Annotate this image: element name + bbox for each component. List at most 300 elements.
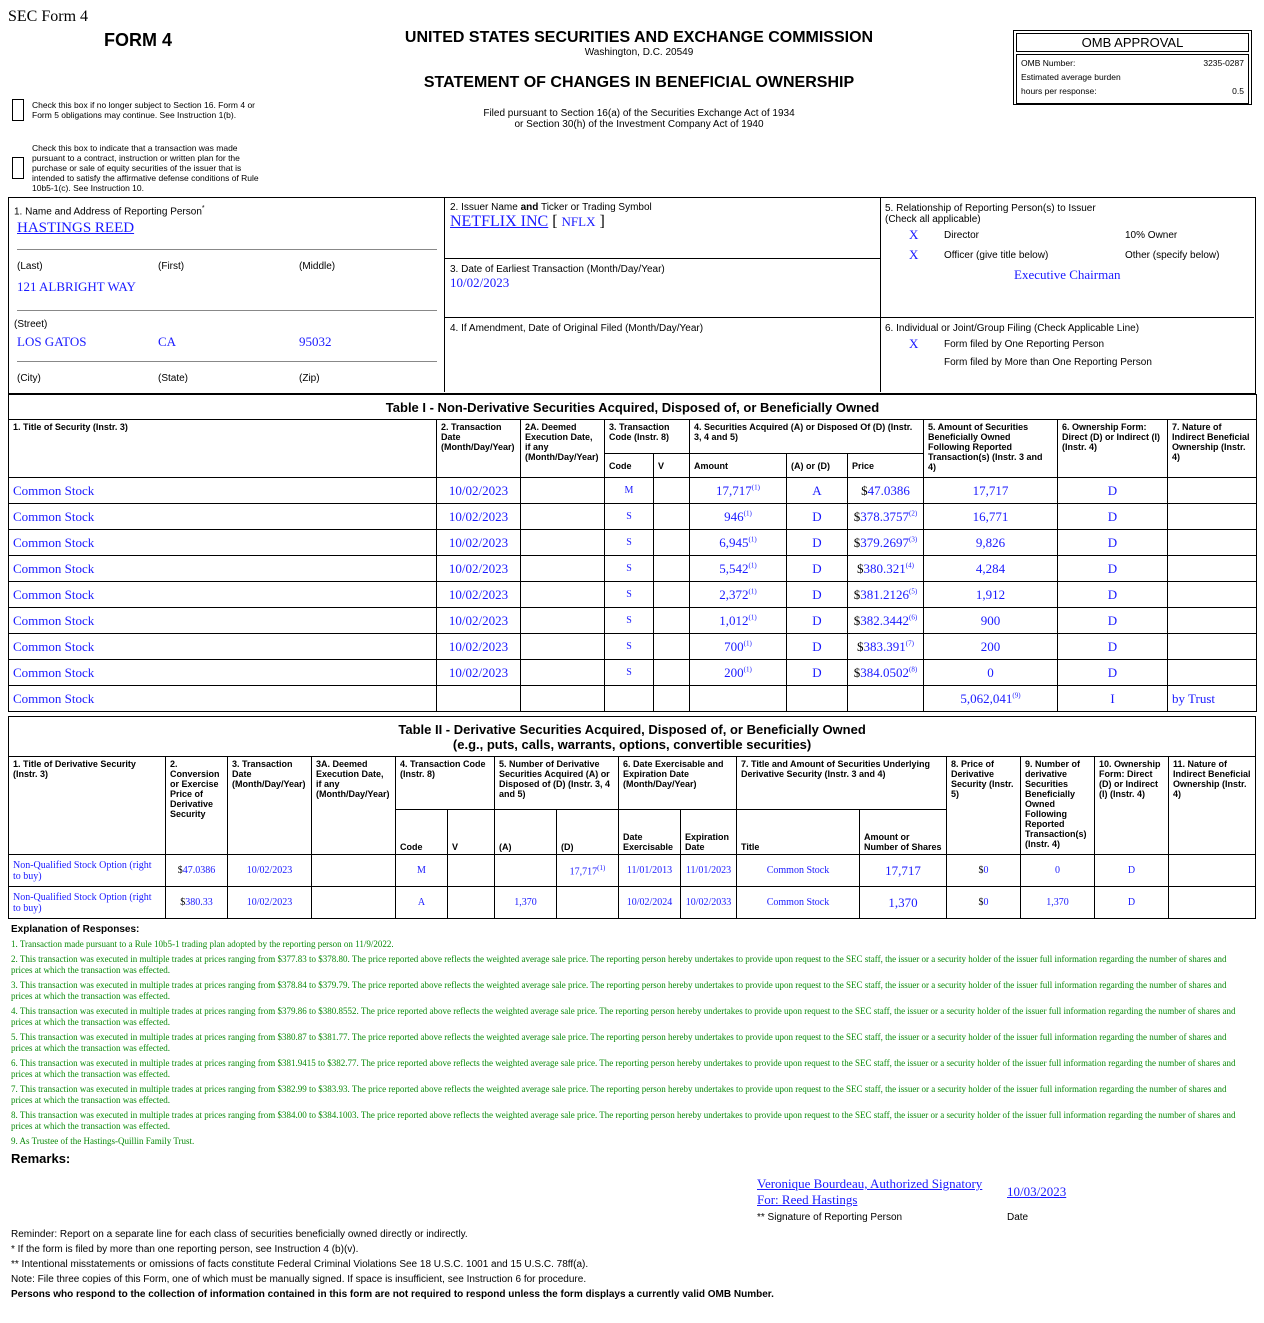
omb-burden-label: Estimated average burden [1021, 72, 1121, 82]
t1-aord: D [787, 582, 848, 608]
table1-title: Table I - Non-Derivative Securities Acquired, Disposed of, or Beneficially Owned [9, 395, 1257, 420]
t1-date: 10/02/2023 [437, 660, 521, 686]
t1-amount-footnote: (1) [748, 613, 757, 622]
section16-checkbox[interactable] [12, 99, 24, 121]
t2-v [448, 855, 495, 887]
t1-aord [787, 686, 848, 712]
t1-h-date: 2. Transaction Date (Month/Day/Year) [437, 420, 521, 478]
t1-security-title[interactable]: Common Stock [9, 660, 437, 686]
t2-h-utitle-sub: Title [737, 810, 860, 855]
filed-pursuant-1: Filed pursuant to Section 16(a) of the Securities Exchange Act of 1934 [483, 108, 795, 119]
director-label: Director [944, 230, 980, 241]
t1-form: D [1058, 608, 1168, 634]
owner10-label: 10% Owner [1125, 230, 1178, 241]
t2-conversion-price: $47.0386 [166, 855, 228, 887]
relationship-box [881, 198, 1254, 318]
t1-deemed [521, 582, 605, 608]
reporting-person-label: 1. Name and Address of Reporting Person [14, 206, 202, 218]
footer-note1: * If the form is filed by more than one reporting person, see Instruction 4 (b)(v). [11, 1244, 359, 1255]
t1-aord: D [787, 504, 848, 530]
t1-aord: D [787, 608, 848, 634]
t2-owned: 0 [1021, 855, 1095, 887]
t2-owned: 1,370 [1021, 887, 1095, 919]
state-label: (State) [158, 373, 189, 384]
t1-owned [924, 478, 1058, 504]
reporting-person-name[interactable]: HASTINGS REED [17, 220, 135, 236]
t2-price-value: 0 [983, 897, 989, 908]
rule10b5-text: Check this box to indicate that a transaction was made pursuant to a contract, instruction or written plan for the purchase or sale of equity securities of the issuer that is intended to satisfy the affirmative defense conditions of Rule 10b5-1(c). See Instruction 10. [32, 143, 259, 193]
t2-h-d-sub: (D) [557, 810, 619, 855]
t1-owned-value: 4,284 [975, 560, 1006, 576]
t1-date: 10/02/2023 [437, 530, 521, 556]
officer-label: Officer (give title below) [944, 250, 1049, 261]
t2-h-date: 3. Transaction Date (Month/Day/Year) [228, 757, 312, 855]
relationship-sublabel: (Check all applicable) [885, 214, 981, 225]
t2-h-price: 8. Price of Derivative Security (Instr. 5) [947, 757, 1021, 855]
t1-amount-value: 1,012 [719, 612, 749, 628]
t1-owned [924, 686, 1058, 712]
t1-amount-footnote: (1) [748, 587, 757, 596]
t1-v [654, 478, 690, 504]
t2-underlying-amount: 1,370 [860, 887, 947, 919]
t1-row [9, 634, 1257, 660]
t2-d-value: 17,717 [569, 866, 598, 878]
t1-amount-footnote: (1) [748, 561, 757, 570]
t1-row [9, 582, 1257, 608]
last-label: (Last) [17, 261, 43, 272]
t1-price-footnote: (6) [909, 613, 918, 622]
t1-date: 10/02/2023 [437, 608, 521, 634]
t1-h-form: 6. Ownership Form: Direct (D) or Indirect (I) (Instr. 4) [1058, 420, 1168, 478]
t1-price [848, 686, 924, 712]
other-label: Other (specify below) [1125, 250, 1220, 261]
t2-v [448, 887, 495, 919]
t1-code: S [605, 608, 654, 634]
t1-h-deemed: 2A. Deemed Execution Date, if any (Month/Day/Year) [521, 420, 605, 478]
t1-code: S [605, 504, 654, 530]
t1-date: 10/02/2023 [437, 634, 521, 660]
omb-hours-label: hours per response: [1021, 86, 1097, 96]
t1-code: S [605, 556, 654, 582]
t1-amount [690, 582, 787, 608]
zip-value: 95032 [299, 334, 332, 349]
issuer-label-and: and [520, 202, 539, 213]
t1-aord: D [787, 634, 848, 660]
street-value: 121 ALBRIGHT WAY [17, 279, 136, 294]
t1-row [9, 608, 1257, 634]
t1-amount-footnote: (1) [748, 535, 757, 544]
date-label: Date [1007, 1212, 1029, 1223]
t2-expiration: 10/02/2033 [681, 887, 737, 919]
t2-h-code-sub: Code [396, 810, 448, 855]
officer-title: Executive Chairman [1014, 267, 1121, 282]
relationship-label: 5. Relationship of Reporting Person(s) to Issuer [885, 203, 1096, 214]
t1-deemed [521, 556, 605, 582]
t2-h-uamount-sub: Amount or Number of Shares [860, 810, 947, 855]
t2-price-value: 0 [983, 865, 989, 876]
t2-h-number: 5. Number of Derivative Securities Acquired (A) or Disposed of (D) (Instr. 3, 4 and 5) [495, 757, 619, 810]
t2-d-footnote: (1) [597, 863, 606, 872]
t1-price: $379.2697$^{(3)}$ [848, 530, 924, 556]
t1-amount-value: 200 [724, 664, 744, 680]
reporting-person-box [9, 198, 445, 392]
t1-price-footnote: (5) [909, 587, 918, 596]
t1-price: $378.3757$^{(2)}$ [848, 504, 924, 530]
t2-nature [1169, 855, 1256, 887]
t2-nature [1169, 887, 1256, 919]
t2-h-code: 4. Transaction Code (Instr. 8) [396, 757, 495, 810]
t1-code: S [605, 660, 654, 686]
explanation-note: 5. This transaction was executed in multiple trades at prices ranging from $380.87 to $381.77. The price reported above reflects the weighted average sale price. The reporting person hereby undertakes to provide upon request to the SEC staff, the issuer or a security holder of the issuer full information regarding the number of shares and prices at which the transaction was effected. [11, 1032, 1227, 1053]
t2-h-a-sub: (A) [495, 810, 557, 855]
t1-v [654, 582, 690, 608]
t1-aord: A [787, 478, 848, 504]
t1-aord: D [787, 660, 848, 686]
t1-price: $384.0502$^{(8)}$ [848, 660, 924, 686]
t2-h-form: 10. Ownership Form: Direct (D) or Indirect (I) (Instr. 4) [1095, 757, 1169, 855]
t1-form: D [1058, 504, 1168, 530]
t1-price: $47.0386 [848, 478, 924, 504]
t1-amount-footnote: (1) [743, 509, 752, 518]
section16-text: Check this box if no longer subject to Section 16. Form 4 or Form 5 obligations may continue. See Instruction 1(b). [32, 100, 256, 120]
t1-security-title[interactable]: Common Stock [9, 504, 437, 530]
t1-date [437, 686, 521, 712]
remarks-label: Remarks: [11, 1151, 71, 1166]
t1-date: 10/02/2023 [437, 478, 521, 504]
footer-note2: ** Intentional misstatements or omissions of facts constitute Federal Criminal Violations See 18 U.S.C. 1001 and 15 U.S.C. 78ff(a). [11, 1259, 589, 1270]
t1-amount [690, 686, 787, 712]
t2-form: D [1095, 855, 1169, 887]
issuer-name[interactable]: NETFLIX INC [450, 213, 549, 230]
t2-h-underlying: 7. Title and Amount of Securities Underlying Derivative Security (Instr. 3 and 4) [737, 757, 947, 810]
t1-security-title[interactable]: Common Stock [9, 634, 437, 660]
t1-nature [1168, 634, 1257, 660]
issuer-label-post: Ticker or Trading Symbol [538, 202, 652, 213]
t1-code: M [605, 478, 654, 504]
t1-v [654, 608, 690, 634]
t1-row [9, 686, 1257, 712]
t2-price: $0 [947, 855, 1021, 887]
explanation-notes [11, 939, 1241, 1151]
t2-d [557, 887, 619, 919]
t1-form: I [1058, 686, 1168, 712]
t1-owned [924, 530, 1058, 556]
footer-note4: Persons who respond to the collection of information contained in this form are not required to respond unless the form displays a currently valid OMB Number. [11, 1289, 774, 1300]
t1-row [9, 660, 1257, 686]
signature-line1[interactable]: Veronique Bourdeau, Authorized Signatory [757, 1176, 983, 1191]
t1-aord: D [787, 556, 848, 582]
signature-date[interactable]: 10/03/2023 [1007, 1184, 1067, 1199]
t1-owned-value: 1,912 [975, 586, 1006, 602]
explanation-note: 9. As Trustee of the Hastings-Quillin Family Trust. [11, 1136, 195, 1146]
t1-amount-value: 5,542 [719, 560, 749, 576]
t1-amount [690, 530, 787, 556]
t1-amount [690, 634, 787, 660]
table2-subtitle: (e.g., puts, calls, warrants, options, convertible securities) [452, 736, 812, 752]
t1-price-value: 47.0386 [867, 482, 910, 498]
t2-deemed [312, 887, 396, 919]
t1-amount-footnote: (1) [751, 483, 760, 492]
director-check[interactable]: X [909, 227, 919, 242]
state-value: CA [158, 334, 177, 349]
t1-owned [924, 660, 1058, 686]
t2-h-owned: 9. Number of derivative Securities Beneficially Owned Following Reported Transaction(s) (Instr. 4) [1021, 757, 1095, 855]
footer-note3: Note: File three copies of this Form, one of which must be manually signed. If space is insufficient, see Instruction 6 for procedure. [11, 1274, 587, 1285]
t1-date: 10/02/2023 [437, 582, 521, 608]
t1-v [654, 660, 690, 686]
t2-h-deemed: 3A. Deemed Execution Date, if any (Month/Day/Year) [312, 757, 396, 855]
t1-date: 10/02/2023 [437, 504, 521, 530]
t1-price-footnote: (7) [905, 639, 914, 648]
amendment-label: 4. If Amendment, Date of Original Filed (Month/Day/Year) [450, 323, 704, 334]
signature-label: ** Signature of Reporting Person [757, 1212, 903, 1223]
t1-row [9, 504, 1257, 530]
t1-date: 10/02/2023 [437, 556, 521, 582]
t1-security-title[interactable]: Common Stock [9, 582, 437, 608]
t1-security-title[interactable]: Common Stock [9, 556, 437, 582]
form-number: FORM 4 [104, 30, 173, 50]
t1-amount-value: 2,372 [719, 586, 749, 602]
t1-h-nature: 7. Nature of Indirect Beneficial Ownership (Instr. 4) [1168, 420, 1257, 478]
t1-h-title: 1. Title of Security (Instr. 3) [9, 420, 437, 478]
t1-amount [690, 556, 787, 582]
street-label: (Street) [14, 319, 48, 330]
t1-price-value: 379.2697 [860, 534, 910, 550]
t1-owned-value: 16,771 [972, 508, 1009, 524]
t1-amount [690, 504, 787, 530]
omb-number-label: OMB Number: [1021, 58, 1076, 68]
t2-a: 1,370 [495, 887, 557, 919]
t1-amount-value: 946 [724, 508, 744, 524]
t1-price-value: 380.321 [863, 560, 906, 576]
t1-nature [1168, 478, 1257, 504]
t1-nature [1168, 530, 1257, 556]
t2-code: A [396, 887, 448, 919]
t1-owned-value: 9,826 [975, 534, 1006, 550]
t1-h-v-sub: V [654, 454, 690, 478]
t1-aord: D [787, 530, 848, 556]
t2-h-v-sub: V [448, 810, 495, 855]
t2-h-conversion: 2. Conversion or Exercise Price of Derivative Security [166, 757, 228, 855]
explanation-note: 3. This transaction was executed in multiple trades at prices ranging from $378.84 to $379.79. The price reported above reflects the weighted average sale price. The reporting person hereby undertakes to provide upon request to the SEC staff, the issuer or a security holder of the issuer full information regarding the number of shares and prices at which the transaction was effected. [11, 980, 1227, 1001]
t1-owned [924, 634, 1058, 660]
earliest-date-label: 3. Date of Earliest Transaction (Month/Day/Year) [450, 264, 665, 275]
omb-number: 3235-0287 [1203, 58, 1244, 68]
t2-conversion-value: 380.33 [185, 897, 213, 908]
t1-row [9, 556, 1257, 582]
t1-price-value: 381.2126 [860, 586, 910, 602]
t1-price-footnote: (2) [909, 509, 918, 518]
t1-owned-value: 900 [980, 612, 1001, 628]
t2-d [557, 855, 619, 887]
t1-security-title[interactable]: Common Stock [9, 530, 437, 556]
t1-owned [924, 504, 1058, 530]
t1-code: S [605, 530, 654, 556]
t1-amount [690, 608, 787, 634]
t1-price-value: 382.3442 [860, 612, 910, 628]
table2 [8, 716, 1256, 919]
t1-row [9, 478, 1257, 504]
t1-security-title[interactable]: Common Stock [9, 686, 437, 712]
explanation-note: 6. This transaction was executed in multiple trades at prices ranging from $381.9415 to $382.77. The price reported above reflects the weighted average sale price. The reporting person hereby undertakes to provide upon request to the SEC staff, the issuer or a security holder of the issuer full information regarding the number of shares and prices at which the transaction was effected. [11, 1058, 1236, 1079]
middle-label: (Middle) [299, 261, 336, 272]
t1-v [654, 634, 690, 660]
earliest-date-value: 10/02/2023 [450, 275, 510, 290]
t1-h-price-sub: Price [848, 454, 924, 478]
t1-row [9, 530, 1257, 556]
issuer-box: 2. Issuer Name and Ticker or Trading Symbol NETFLIX INC [ NFLX ] [445, 198, 881, 259]
t1-form: D [1058, 530, 1168, 556]
t1-amount [690, 660, 787, 686]
t2-security-title[interactable]: Non-Qualified Stock Option (right to buy) [9, 887, 166, 919]
officer-check[interactable]: X [909, 247, 919, 262]
t1-price: $383.391$^{(7)}$ [848, 634, 924, 660]
t2-code: M [396, 855, 448, 887]
t1-deemed [521, 634, 605, 660]
t1-v [654, 530, 690, 556]
omb-hours: 0.5 [1232, 86, 1244, 96]
t1-nature [1168, 660, 1257, 686]
explanation-title: Explanation of Responses: [11, 924, 140, 935]
filing-box [881, 318, 1254, 392]
table1 [8, 394, 1257, 712]
t1-nature [1168, 504, 1257, 530]
city-label: (City) [17, 373, 41, 384]
omb-title: OMB APPROVAL [1016, 33, 1249, 52]
t1-form: D [1058, 556, 1168, 582]
t1-h-owned: 5. Amount of Securities Beneficially Owned Following Reported Transaction(s) (Instr. 3 and 4) [924, 420, 1058, 478]
amendment-box [445, 318, 881, 392]
reporting-person-star: * [201, 205, 205, 212]
t1-amount-footnote: (1) [743, 665, 752, 674]
earliest-date-box [445, 259, 881, 318]
signature-line2[interactable]: For: Reed Hastings [757, 1192, 858, 1207]
t2-expiration: 11/01/2023 [681, 855, 737, 887]
issuer-ticker[interactable]: NFLX [561, 214, 596, 229]
t2-date: 10/02/2023 [228, 855, 312, 887]
t1-form: D [1058, 582, 1168, 608]
agency-city: Washington, D.C. 20549 [584, 47, 694, 58]
t1-owned [924, 556, 1058, 582]
t1-nature [1168, 556, 1257, 582]
t2-h-exp-sub: Expiration Date [681, 810, 737, 855]
issuer-label-pre: 2. Issuer Name [450, 202, 521, 213]
t1-deemed [521, 608, 605, 634]
explanation-note: 1. Transaction made pursuant to a Rule 10b5-1 trading plan adopted by the reporting person on 11/9/2022. [11, 939, 394, 949]
t2-exercisable: 10/02/2024 [619, 887, 681, 919]
t2-price: $0 [947, 887, 1021, 919]
t1-security-title[interactable]: Common Stock [9, 478, 437, 504]
t1-owned-value: 5,062,041 [960, 690, 1013, 706]
t1-h-code: 3. Transaction Code (Instr. 8) [605, 420, 690, 454]
t1-code: S [605, 582, 654, 608]
t1-form: D [1058, 478, 1168, 504]
t1-amount-value: 6,945 [719, 534, 749, 550]
t1-amount-footnote: (1) [743, 639, 752, 648]
first-label: (First) [158, 261, 185, 272]
t1-price-footnote: (8) [909, 665, 918, 674]
zip-label: (Zip) [299, 373, 320, 384]
filing-more-label: Form filed by More than One Reporting Person [944, 357, 1152, 368]
t2-date: 10/02/2023 [228, 887, 312, 919]
t2-security-title[interactable]: Non-Qualified Stock Option (right to buy) [9, 855, 166, 887]
t2-deemed [312, 855, 396, 887]
explanation-note: 8. This transaction was executed in multiple trades at prices ranging from $384.00 to $384.1003. The price reported above reflects the weighted average sale price. The reporting person hereby undertakes to provide upon request to the SEC staff, the issuer or a security holder of the issuer full information regarding the number of shares and prices at which the transaction was effected. [11, 1110, 1236, 1131]
t2-row [9, 887, 1256, 919]
t2-conversion-value: 47.0386 [182, 865, 216, 876]
t2-form: D [1095, 887, 1169, 919]
t1-amount [690, 478, 787, 504]
t1-price-value: 378.3757 [860, 508, 910, 524]
explanation-note: 4. This transaction was executed in multiple trades at prices ranging from $379.86 to $380.8552. The price reported above reflects the weighted average sale price. The reporting person hereby undertakes to provide upon request to the SEC staff, the issuer or a security holder of the issuer full information regarding the number of shares and prices at which the transaction was effected. [11, 1006, 1236, 1027]
filing-one-label: Form filed by One Reporting Person [944, 339, 1105, 350]
t1-price-footnote: (3) [909, 535, 918, 544]
t1-v [654, 686, 690, 712]
statement-title: STATEMENT OF CHANGES IN BENEFICIAL OWNERSHIP [423, 74, 855, 91]
t1-price: $380.321$^{(4)}$ [848, 556, 924, 582]
t1-h-code-sub: Code [605, 454, 654, 478]
t1-nature [1168, 608, 1257, 634]
table2-title: Table II - Derivative Securities Acquired, Disposed of, or Beneficially Owned [398, 721, 866, 737]
t1-deemed [521, 686, 605, 712]
t2-a [495, 855, 557, 887]
t1-price: $381.2126$^{(5)}$ [848, 582, 924, 608]
t1-h-amount-sub: Amount [690, 454, 787, 478]
agency-title: UNITED STATES SECURITIES AND EXCHANGE COMMISSION [404, 29, 874, 46]
t1-v [654, 504, 690, 530]
t1-owned [924, 608, 1058, 634]
t2-h-nature: 11. Nature of Indirect Beneficial Ownership (Instr. 4) [1169, 757, 1256, 855]
t1-deemed [521, 660, 605, 686]
t1-code [605, 686, 654, 712]
t1-price-value: 383.391 [863, 638, 906, 654]
t1-owned-footnote: (9) [1012, 691, 1021, 700]
filing-one-check[interactable]: X [909, 336, 919, 351]
t2-underlying-title: Common Stock [737, 887, 860, 919]
t1-form: D [1058, 634, 1168, 660]
t1-v [654, 556, 690, 582]
t2-underlying-amount: 17,717 [860, 855, 947, 887]
t2-h-title: 1. Title of Derivative Security (Instr. 3) [9, 757, 166, 855]
explanation-note: 7. This transaction was executed in multiple trades at prices ranging from $382.99 to $383.93. The price reported above reflects the weighted average sale price. The reporting person hereby undertakes to provide upon request to the SEC staff, the issuer or a security holder of the issuer full information regarding the number of shares and prices at which the transaction was effected. [11, 1084, 1227, 1105]
t2-underlying-title: Common Stock [737, 855, 860, 887]
t1-price-value: 384.0502 [860, 664, 910, 680]
t1-amount-value: 700 [724, 638, 744, 654]
city-value: LOS GATOS [17, 334, 87, 349]
t1-price: $382.3442$^{(6)}$ [848, 608, 924, 634]
t1-owned-value: 200 [980, 638, 1001, 654]
rule10b5-checkbox[interactable] [12, 157, 24, 179]
t1-amount-value: 17,717 [716, 482, 752, 498]
t1-nature: by Trust [1168, 686, 1257, 712]
t2-row [9, 855, 1256, 887]
t1-owned-value: 17,717 [972, 482, 1009, 498]
t2-h-exercisable: 6. Date Exercisable and Expiration Date (Month/Day/Year) [619, 757, 737, 810]
t2-h-date-ex-sub: Date Exercisable [619, 810, 681, 855]
t1-deemed [521, 504, 605, 530]
filed-pursuant-2: or Section 30(h) of the Investment Company Act of 1940 [514, 119, 764, 130]
t1-security-title[interactable]: Common Stock [9, 608, 437, 634]
t1-code: S [605, 634, 654, 660]
t1-owned [924, 582, 1058, 608]
t1-deemed [521, 478, 605, 504]
footer-reminder: Reminder: Report on a separate line for each class of securities beneficially owned directly or indirectly. [11, 1229, 468, 1240]
t1-nature [1168, 582, 1257, 608]
t1-price-footnote: (4) [905, 561, 914, 570]
t1-deemed [521, 530, 605, 556]
explanation-note: 2. This transaction was executed in multiple trades at prices ranging from $377.83 to $378.80. The price reported above reflects the weighted average sale price. The reporting person hereby undertakes to provide upon request to the SEC staff, the issuer or a security holder of the issuer full information regarding the number of shares and prices at which the transaction was effected. [11, 954, 1227, 975]
t2-conversion-price: $380.33 [166, 887, 228, 919]
